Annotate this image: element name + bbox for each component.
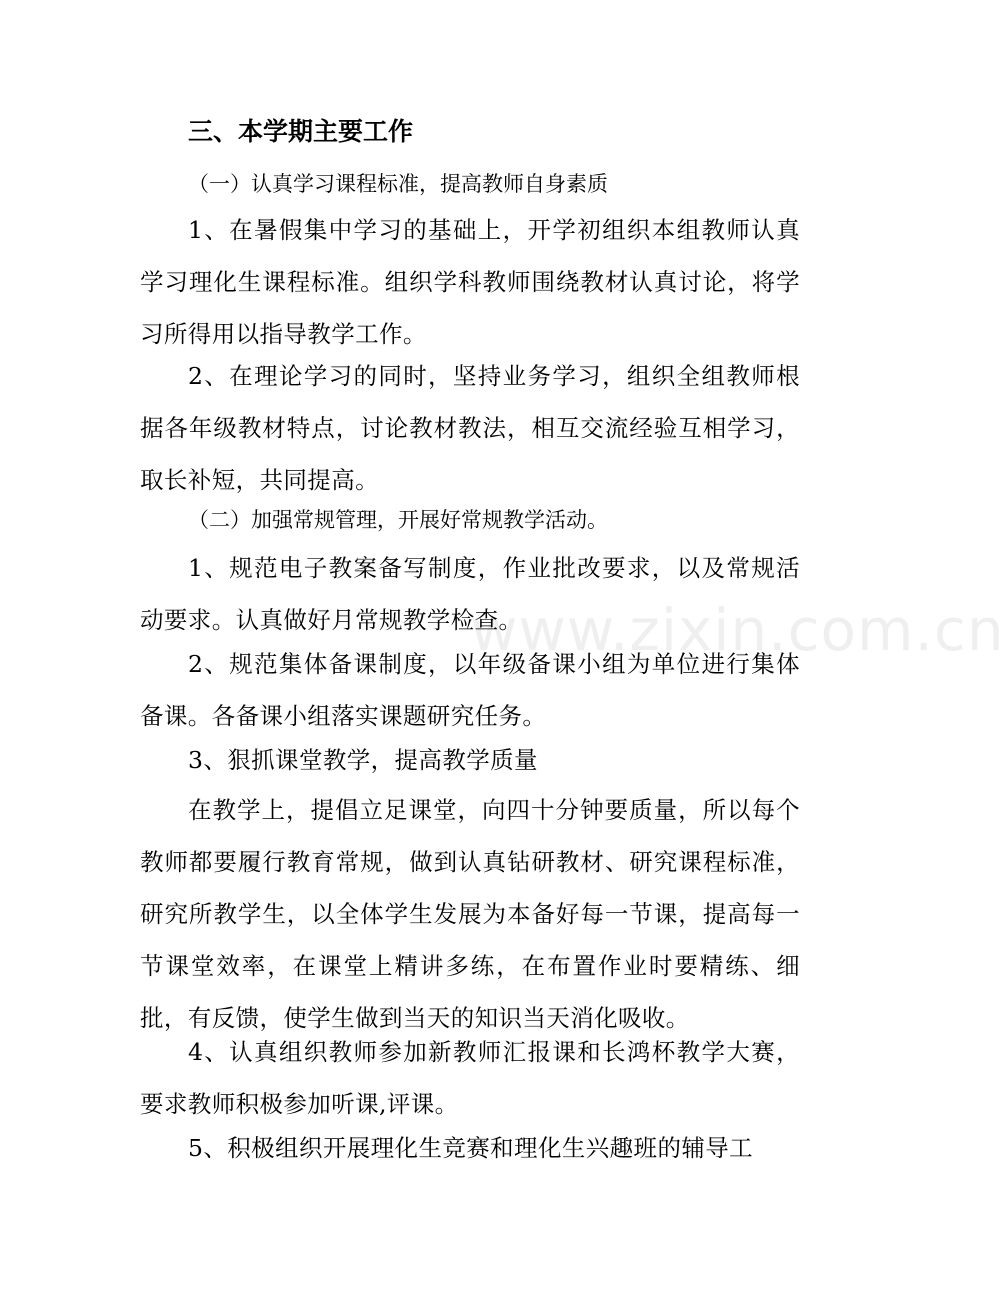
subsection-title-1: （一）认真学习课程标准，提高教师自身素质 [188,172,608,196]
paragraph-2-5: 4、认真组织教师参加新教师汇报课和长鸿杯教学大赛，要求教师积极参加听课,评课。 [140,1038,800,1118]
paragraph-2-4: 在教学上，提倡立足课堂，向四十分钟要质量，所以每个教师都要履行教育常规，做到认真钻研教材、研究课程标准，研究所教学生，以全体学生发展为本备好每一节课，提高每一节课堂效率，在课堂上精讲多练，在布置作业时要精练、细批，有反馈，使学生做到当天的知识当天消化吸收。 [140,796,800,1032]
subsection-title-2: （二）加强常规管理，开展好常规教学活动。 [188,508,608,532]
section-heading: 三、本学期主要工作 [188,117,414,146]
watermark: www.zixin.com.cn [470,596,1005,664]
paragraph-2-6: 5、积极组织开展理化生竞赛和理化生兴趣班的辅导工 [188,1134,754,1162]
paragraph-1-2: 2、在理论学习的同时，坚持业务学习，组织全组教师根据各年级教材特点，讨论教材教法，相互交流经验互相学习，取长补短，共同提高。 [140,362,800,494]
paragraph-2-1: 1、规范电子教案备写制度，作业批改要求，以及常规活动要求。认真做好月常规教学检查。 [140,554,800,634]
paragraph-1-1: 1、在暑假集中学习的基础上，开学初组织本组教师认真学习理化生课程标准。组织学科教师围绕教材认真讨论，将学习所得用以指导教学工作。 [140,216,800,348]
paragraph-2-3: 3、狠抓课堂教学，提高教学质量 [188,746,538,774]
paragraph-2-2: 2、规范集体备课制度，以年级备课小组为单位进行集体备课。各备课小组落实课题研究任务。 [140,650,800,730]
